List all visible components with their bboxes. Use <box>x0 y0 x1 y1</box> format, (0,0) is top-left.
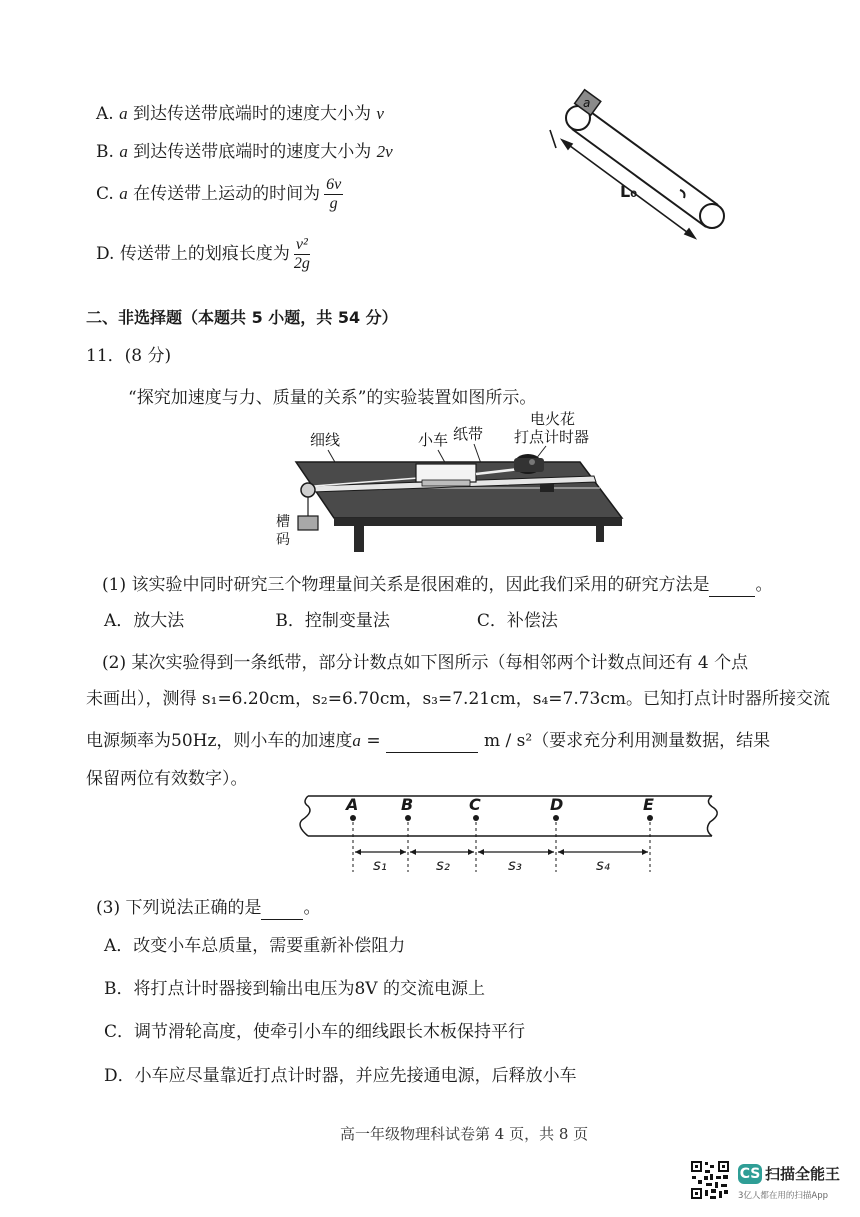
q2-line-1: (2) 某次实验得到一条纸带，部分计数点如下图所示（每相邻两个计数点间还有 4 个点 <box>102 653 749 673</box>
qr-code-icon <box>690 1160 730 1200</box>
option-d <box>96 236 310 273</box>
fraction <box>294 236 310 273</box>
q3-stem: (3) 下列说法正确的是 <box>96 898 262 918</box>
q2-answer-blank[interactable] <box>386 734 478 753</box>
scanner-badge: CS <box>739 1166 761 1182</box>
tape-outline <box>300 796 717 836</box>
q2-line-3a: 电源频率为50Hz，则小车的加速度 <box>86 731 353 751</box>
q1-answer-blank[interactable] <box>709 578 755 597</box>
point-label: A <box>346 795 359 814</box>
q2-line-3b: （要求充分利用测量数据，结果 <box>532 731 771 751</box>
block-a <box>575 90 601 116</box>
option-math: v <box>376 104 384 123</box>
hanging-weight <box>298 516 318 530</box>
q2-line-3 <box>86 729 770 753</box>
scanner-tagline: 3亿人都在用的扫描App <box>738 1191 829 1201</box>
label-tape: 纸带 <box>453 425 484 443</box>
length-label: L₀ <box>620 182 638 201</box>
q2-line-2: 未画出），测得 s₁=6.20cm，s₂=6.70cm，s₃=7.21cm，s₄=7.73cm。已知打点计时器所接交流 <box>86 689 831 709</box>
point-label: C <box>469 795 481 814</box>
apparatus-figure <box>270 412 630 560</box>
option-letter: B. <box>96 142 114 162</box>
q1-stem: (1) 该实验中同时研究三个物理量间关系是很困难的，因此我们采用的研究方法是 <box>102 575 710 595</box>
option-var: a <box>119 184 128 203</box>
cart <box>416 464 476 486</box>
segment-label: s₄ <box>596 856 610 874</box>
option-var: a <box>119 142 128 161</box>
fraction-numerator: v² <box>295 236 308 253</box>
q2-var: a <box>352 731 361 750</box>
option-letter: A. <box>96 104 114 124</box>
fraction <box>324 176 343 213</box>
segment-label: s₂ <box>436 856 450 874</box>
q2-unit: m / s² <box>483 731 533 751</box>
point-label: D <box>550 795 564 814</box>
option-a <box>96 102 384 126</box>
q3-option-d: D．小车应尽量靠近打点计时器，并应先接通电源，后释放小车 <box>104 1066 577 1086</box>
pulley <box>301 483 315 497</box>
option-letter: D. <box>96 244 115 264</box>
label-weight-1: 槽 <box>276 514 290 530</box>
option-var: a <box>119 104 128 123</box>
option-text: 传送带上的划痕长度为 <box>119 244 290 264</box>
q3-option-b: B．将打点计时器接到输出电压为8V 的交流电源上 <box>104 979 485 999</box>
fraction-denominator: 2g <box>293 255 310 272</box>
q1-option-c: C．补偿法 <box>476 611 558 631</box>
q1-options <box>104 609 558 633</box>
q2-eq: = <box>360 731 386 751</box>
option-text: 在传送带上运动的时间为 <box>127 184 321 204</box>
q1-option-a: A．放大法 <box>104 611 185 631</box>
section-heading: 二、非选择题（本题共 5 小题，共 54 分） <box>86 308 398 327</box>
fraction-numerator: 6v <box>326 176 342 193</box>
block-label: a <box>583 96 591 110</box>
q2-line-4: 保留两位有效数字）。 <box>86 769 248 789</box>
option-text: 到达传送带底端时的速度大小为 <box>127 142 377 162</box>
label-timer-1: 电火花 <box>530 410 576 428</box>
scanner-name: 扫描全能王 <box>765 1165 841 1183</box>
label-cart: 小车 <box>418 431 449 449</box>
conveyor-belt-figure <box>540 88 750 248</box>
segment-label: s₁ <box>373 856 387 874</box>
q1-end: 。 <box>755 575 773 595</box>
paper-tape-figure <box>296 788 726 878</box>
segment-label: s₃ <box>508 856 522 874</box>
fraction-denominator: g <box>329 195 338 212</box>
point-label: B <box>401 795 414 814</box>
label-string: 细线 <box>310 431 341 449</box>
q3-option-c: C．调节滑轮高度，使牵引小车的细线跟长木板保持平行 <box>104 1022 526 1042</box>
option-math: 2v <box>376 142 393 161</box>
q3-answer-blank[interactable] <box>261 901 303 920</box>
tape-dots <box>350 815 653 821</box>
page-footer: 高一年级物理科试卷第 4 页，共 8 页 <box>340 1125 589 1143</box>
q3-option-a: A．改变小车总质量，需要重新补偿阻力 <box>104 936 406 956</box>
option-c <box>96 176 343 213</box>
option-b <box>96 140 393 164</box>
label-timer-2: 打点计时器 <box>514 428 590 446</box>
option-letter: C. <box>96 184 114 204</box>
q3-end: 。 <box>303 898 321 918</box>
question-number: 11．(8 分) <box>86 346 172 366</box>
question-intro: “探究加速度与力、质量的关系”的实验装置如图所示。 <box>128 388 537 408</box>
belt-body <box>566 106 724 228</box>
label-weight-2: 码 <box>276 532 290 548</box>
footer-clip <box>300 1121 620 1143</box>
q3-text <box>96 896 320 920</box>
point-label: E <box>643 795 654 814</box>
spark-timer <box>514 454 544 474</box>
q1-text <box>102 573 772 597</box>
q1-option-b: B．控制变量法 <box>275 611 390 631</box>
option-text: 到达传送带底端时的速度大小为 <box>127 104 377 124</box>
